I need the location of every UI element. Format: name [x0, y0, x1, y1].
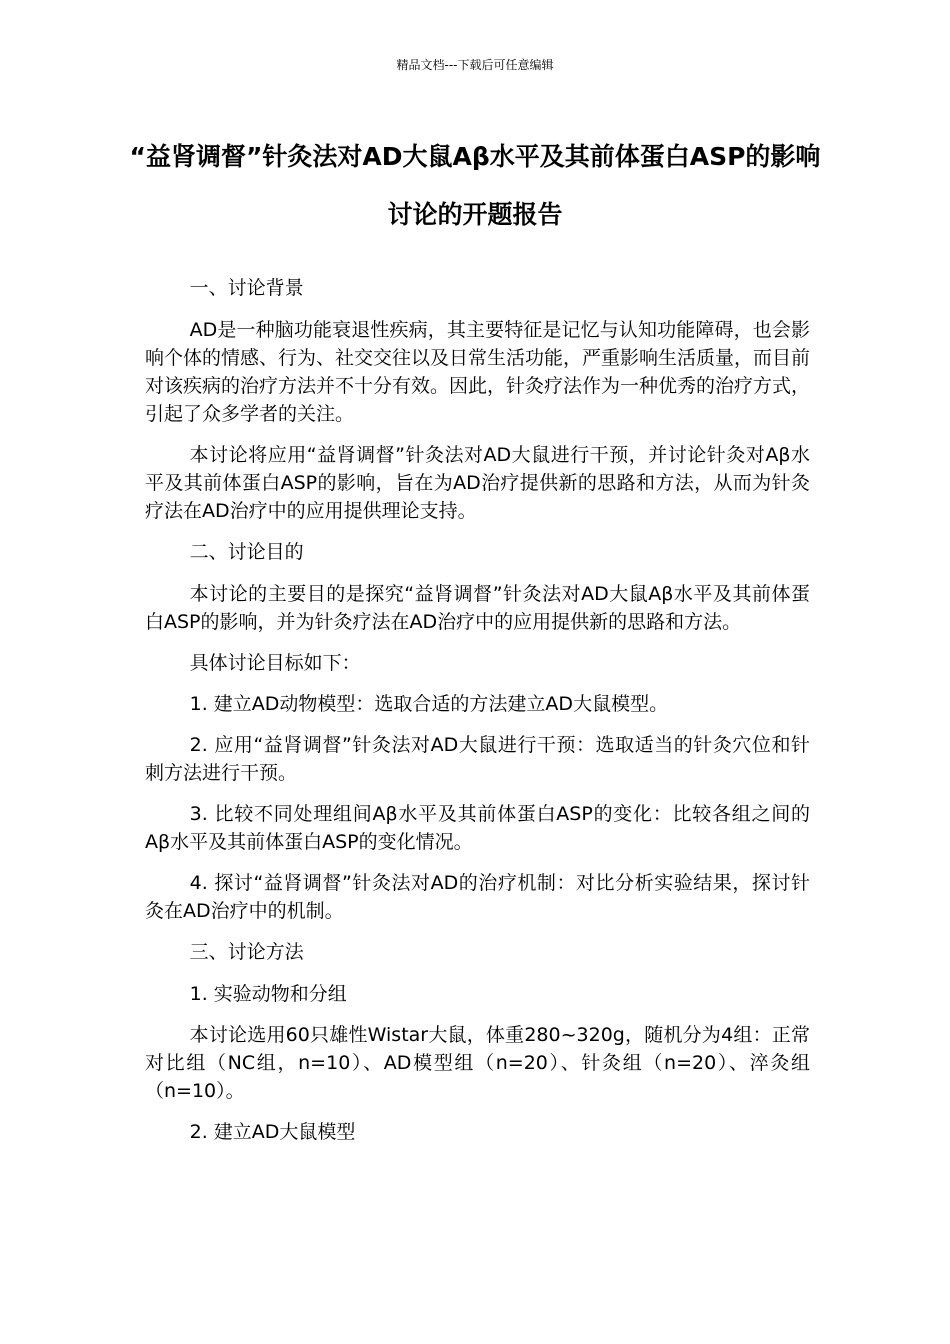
section-heading-background: 一、讨论背景 — [189, 277, 304, 299]
paragraph-goals-intro: 具体讨论目标如下： — [189, 652, 361, 674]
list-item-goal-3: 3. 比较不同处理组间Aβ水平及其前体蛋白ASP的变化：比较各组之间的Aβ水平及其前体蛋白ASP的变化情况。 — [145, 803, 810, 853]
section-heading-purpose: 二、讨论目的 — [189, 541, 304, 563]
list-item-goal-2: 2. 应用“益肾调督”针灸法对AD大鼠进行干预：选取适当的针灸穴位和针刺方法进行干预。 — [145, 734, 810, 784]
list-item-goal-4: 4. 探讨“益肾调督”针灸法对AD的治疗机制：对比分析实验结果，探讨针灸在AD治疗中的机制。 — [145, 872, 810, 922]
section-heading-methods: 三、讨论方法 — [189, 941, 304, 963]
paragraph-purpose: 本讨论的主要目的是探究“益肾调督”针灸法对AD大鼠Aβ水平及其前体蛋白ASP的影响，并为针灸疗法在AD治疗中的应用提供新的思路和方法。 — [145, 583, 810, 633]
subheading-animals-groups: 1. 实验动物和分组 — [189, 983, 347, 1005]
paragraph-background-1: AD是一种脑功能衰退性疾病，其主要特征是记忆与认知功能障碍，也会影响个体的情感、行为、社交交往以及日常生活功能，严重影响生活质量，而目前对该疾病的治疗方法并不十分有效。因此，针灸疗法作为一种优秀的治疗方式，引起了众多学者的关注。 — [145, 319, 811, 425]
header-note: 精品文档---下载后可任意编辑 — [396, 58, 554, 72]
document-body — [145, 274, 810, 1159]
paragraph-background-2: 本讨论将应用“益肾调督”针灸法对AD大鼠进行干预，并讨论针灸对Aβ水平及其前体蛋白ASP的影响，旨在为AD治疗提供新的思路和方法，从而为针灸疗法在AD治疗中的应用提供理论支持。 — [145, 444, 810, 522]
document-title: “益肾调督”针灸法对AD大鼠Aβ水平及其前体蛋白ASP的影响讨论的开题报告 — [129, 142, 821, 229]
subheading-model: 2. 建立AD大鼠模型 — [189, 1121, 356, 1143]
list-item-goal-1: 1. 建立AD动物模型：选取合适的方法建立AD大鼠模型。 — [189, 693, 669, 715]
paragraph-animals-groups: 本讨论选用60只雄性Wistar大鼠，体重280~320g，随机分为4组：正常对比组（NC组，n=10）、AD模型组（n=20）、针灸组（n=20）、淬灸组（n=10）。 — [145, 1024, 810, 1102]
